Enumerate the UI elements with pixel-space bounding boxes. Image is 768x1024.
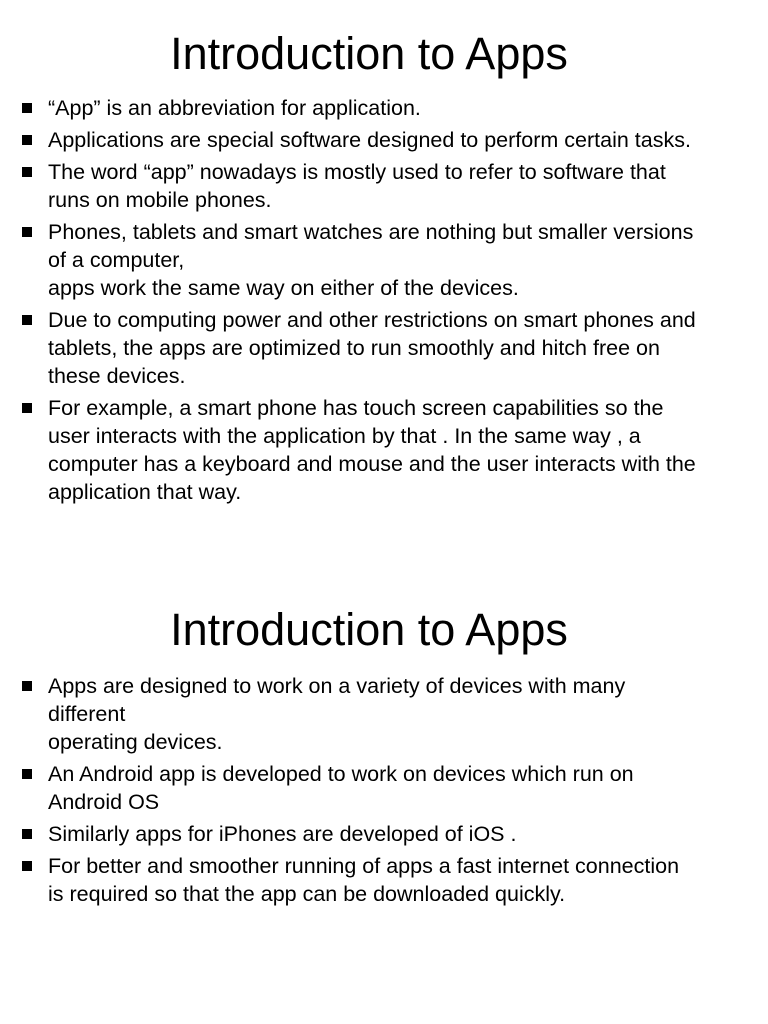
bullet-list bbox=[0, 672, 768, 908]
square-bullet-icon bbox=[22, 103, 32, 113]
bullet-item bbox=[0, 306, 768, 390]
bullet-text: Phones, tablets and smart watches are nothing but smaller versions bbox=[48, 220, 694, 244]
bullet-text: user interacts with the application by that . In the same way , a bbox=[48, 424, 641, 448]
bullet-text: different bbox=[48, 702, 126, 726]
bullet-text: For better and smoother running of apps a fast internet connection bbox=[48, 854, 680, 878]
bullet-text: The word “app” nowadays is mostly used to refer to software that bbox=[48, 160, 666, 184]
bullet-list bbox=[0, 94, 768, 506]
bullet-text: is required so that the app can be downloaded quickly. bbox=[48, 882, 566, 906]
square-bullet-icon bbox=[22, 769, 32, 779]
square-bullet-icon bbox=[22, 135, 32, 145]
slide-title: Introduction to Apps bbox=[170, 28, 568, 79]
bullet-text: apps work the same way on either of the devices. bbox=[48, 276, 519, 300]
bullet-item bbox=[0, 158, 768, 214]
bullet-text: application that way. bbox=[48, 480, 242, 504]
bullet-item bbox=[0, 672, 768, 756]
square-bullet-icon bbox=[22, 681, 32, 691]
bullet-item bbox=[0, 760, 768, 816]
bullet-text: Due to computing power and other restrictions on smart phones and bbox=[48, 308, 696, 332]
bullet-item bbox=[0, 218, 768, 302]
square-bullet-icon bbox=[22, 167, 32, 177]
bullet-text: of a computer, bbox=[48, 248, 185, 272]
bullet-text: Android OS bbox=[48, 790, 160, 814]
bullet-text: Apps are designed to work on a variety of devices with many bbox=[48, 674, 626, 698]
bullet-text: these devices. bbox=[48, 364, 186, 388]
bullet-item bbox=[0, 126, 768, 154]
bullet-text: operating devices. bbox=[48, 730, 223, 754]
bullet-item bbox=[0, 394, 768, 506]
slide-2 bbox=[0, 598, 768, 912]
square-bullet-icon bbox=[22, 829, 32, 839]
bullet-text: Applications are special software designed to perform certain tasks. bbox=[48, 128, 691, 152]
bullet-item bbox=[0, 820, 768, 848]
bullet-text: runs on mobile phones. bbox=[48, 188, 272, 212]
square-bullet-icon bbox=[22, 861, 32, 871]
bullet-text: tablets, the apps are optimized to run smoothly and hitch free on bbox=[48, 336, 660, 360]
square-bullet-icon bbox=[22, 315, 32, 325]
bullet-item bbox=[0, 94, 768, 122]
bullet-text: Similarly apps for iPhones are developed of iOS . bbox=[48, 822, 517, 846]
square-bullet-icon bbox=[22, 403, 32, 413]
slide-title: Introduction to Apps bbox=[170, 604, 568, 655]
bullet-text: computer has a keyboard and mouse and the user interacts with the bbox=[48, 452, 696, 476]
bullet-text: For example, a smart phone has touch screen capabilities so the bbox=[48, 396, 664, 420]
bullet-text: An Android app is developed to work on devices which run on bbox=[48, 762, 634, 786]
square-bullet-icon bbox=[22, 227, 32, 237]
bullet-item bbox=[0, 852, 768, 908]
slide-1 bbox=[0, 22, 768, 510]
bullet-text: “App” is an abbreviation for application. bbox=[48, 96, 421, 120]
